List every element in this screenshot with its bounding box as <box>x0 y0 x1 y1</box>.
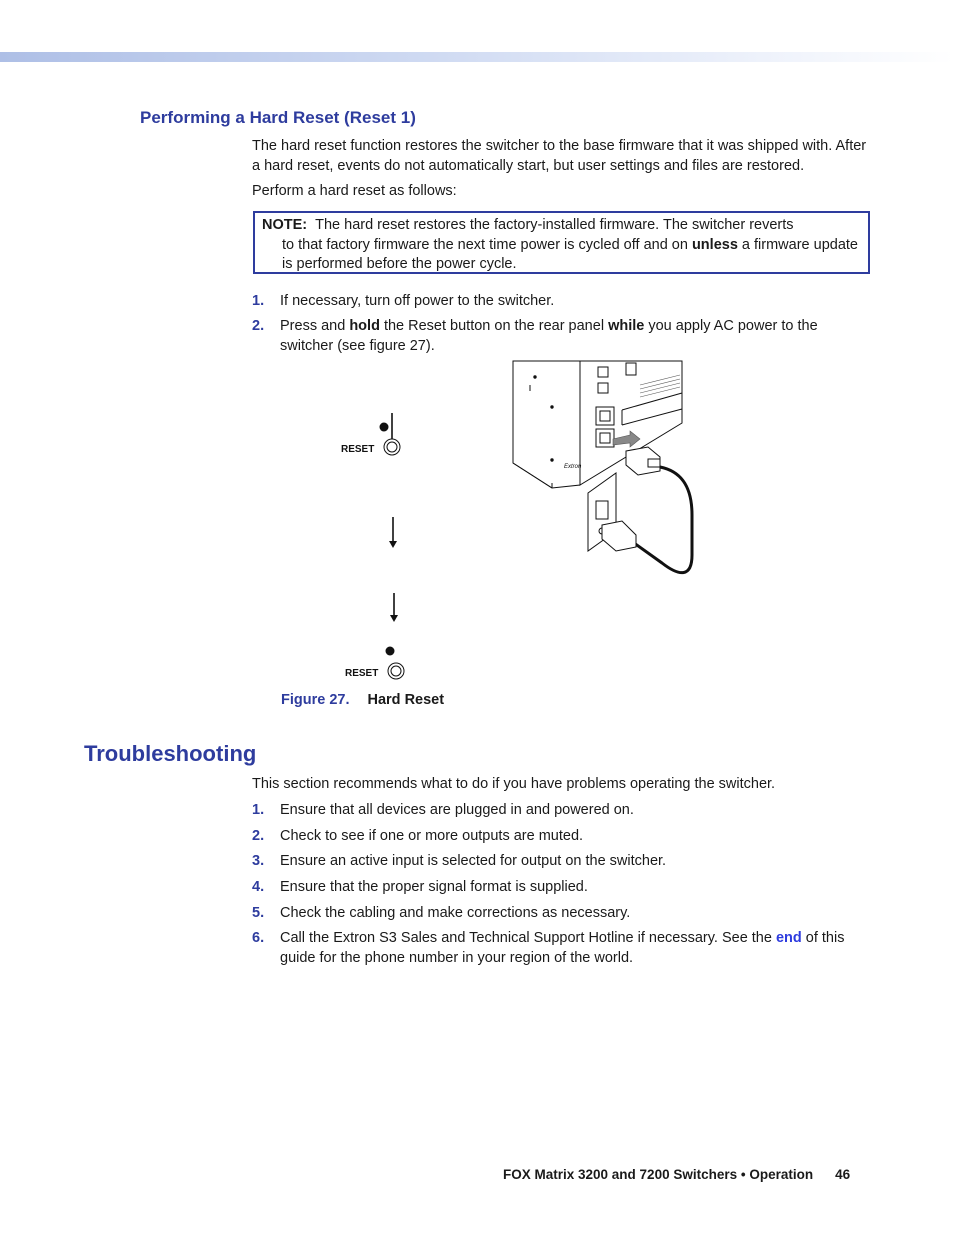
down-arrow-icon <box>390 593 398 622</box>
iec-plug-icon <box>626 447 660 475</box>
brand-mark: Extron <box>564 464 582 470</box>
reset-button-released <box>345 647 404 680</box>
footer-doc-title: FOX Matrix 3200 and 7200 Switchers • Operation <box>503 1167 814 1182</box>
power-cord <box>634 467 692 573</box>
list-item: 5. Check the cabling and make corrections as necessary. <box>252 905 631 921</box>
lead-paragraph: Perform a hard reset as follows: <box>252 183 457 199</box>
note-box <box>253 211 870 274</box>
down-arrow-icon <box>389 517 397 548</box>
reset-button-pressed <box>341 413 400 455</box>
note-text: NOTE: The hard reset restores the factory-installed firmware. The switcher reverts to that factory firmware the next time power is cycled off and on unless a firmware update is performed before the power cycle. <box>262 217 858 272</box>
troubleshooting-heading: Troubleshooting <box>84 741 257 766</box>
list-item: 4. Ensure that the proper signal format is supplied. <box>252 879 588 895</box>
figure-caption <box>281 692 444 708</box>
header-band <box>0 52 954 62</box>
note-label: NOTE: <box>262 217 308 233</box>
list-item: 1. Ensure that all devices are plugged in and powered on. <box>252 802 634 818</box>
troubleshooting-intro: This section recommends what to do if you have problems operating the switcher. <box>252 776 776 792</box>
page-number: 46 <box>835 1167 851 1182</box>
list-item: 3. Ensure an active input is selected for output on the switcher. <box>252 853 667 869</box>
section-heading: Performing a Hard Reset (Reset 1) <box>140 108 416 127</box>
list-item: 2. Press and hold the Reset button on the rear panel while you apply AC power to the switcher (see figure 27). <box>252 318 818 354</box>
note-emphasis: unless <box>691 236 738 253</box>
list-item: 1. If necessary, turn off power to the switcher. <box>252 293 555 309</box>
hard-reset-figure <box>330 355 710 685</box>
wall-plug-icon <box>602 521 636 551</box>
intro-paragraph: The hard reset function restores the switcher to the base firmware that it was shipped with. After a hard reset, events do not automatically start, but user settings and files are restored. <box>252 138 867 174</box>
reset-label-top: RESET <box>341 444 375 455</box>
figure-title: Hard Reset <box>367 692 445 708</box>
figure-number: Figure 27. <box>281 692 350 708</box>
reset-label-bottom: RESET <box>345 668 379 679</box>
list-item: 2. Check to see if one or more outputs are muted. <box>252 828 584 844</box>
end-link[interactable]: end <box>775 930 802 946</box>
list-item: 6. Call the Extron S3 Sales and Technical Support Hotline if necessary. See the end of this guide for the phone number in your region of the world. <box>252 930 845 966</box>
page-footer <box>503 1167 850 1182</box>
